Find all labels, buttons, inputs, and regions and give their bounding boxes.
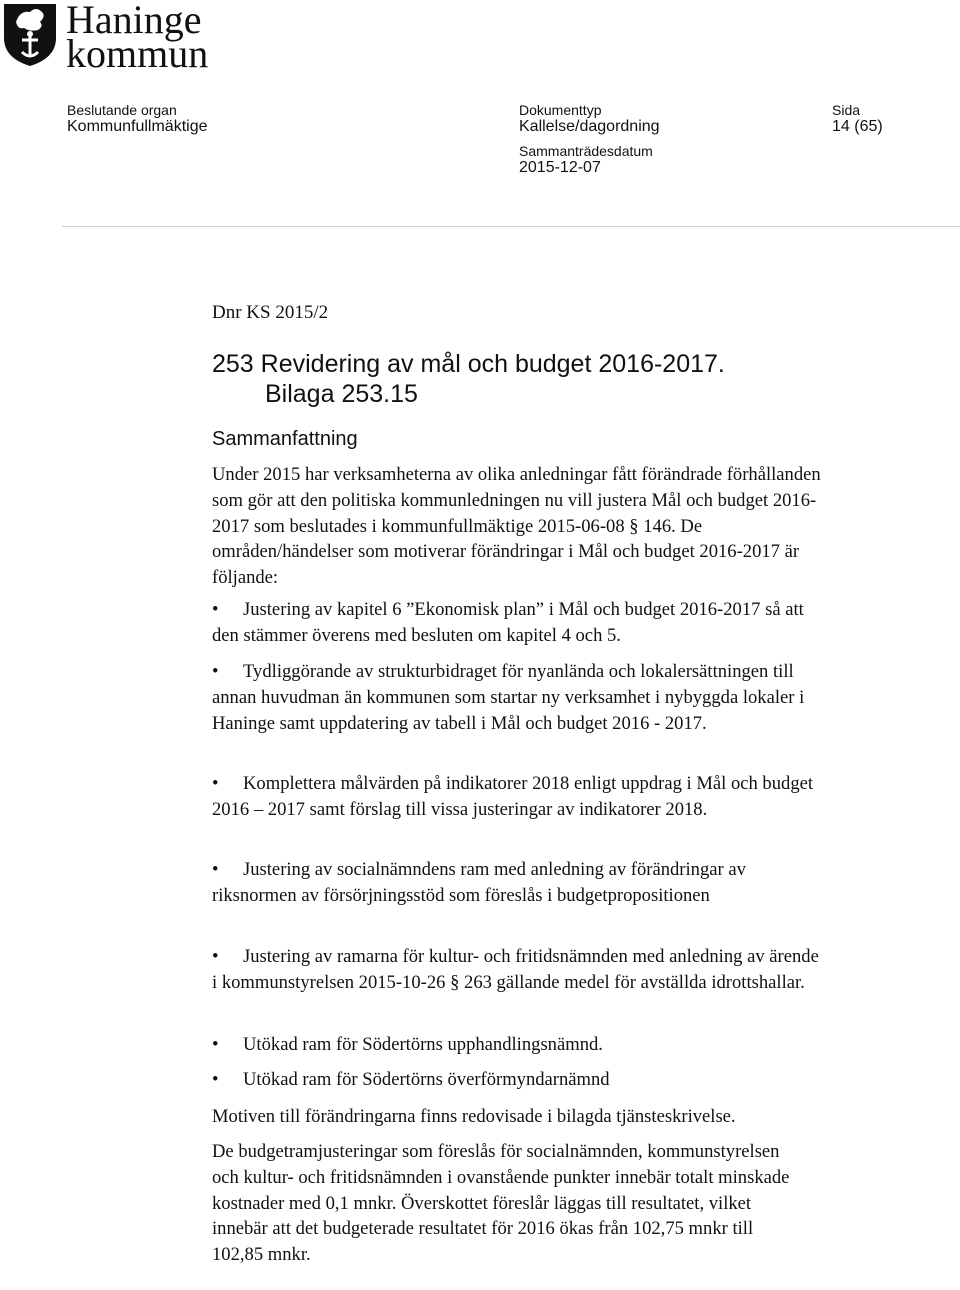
list-item: • Justering av socialnämndens ram med anledning av förändringar av riksnormen av försörjningsstöd som föreslås i budgetpropositionen [212,859,746,906]
list-item: • Tydliggörande av strukturbidraget för nyanlända och lokalersättningen till annan huvudman än kommunen som startar ny verksamhet i nybyggda lokaler i Haninge samt uppdatering av tabell i Mål och budget 2016 - 2017. [212,661,805,734]
bullet-icon: • [212,1034,219,1055]
page-title [212,349,832,409]
doc-type-label: Dokumenttyp [519,102,602,118]
decision-body-label: Beslutande organ [67,102,177,118]
doc-type-value: Kallelse/dagordning [519,118,660,135]
bullet-icon: • [212,661,219,682]
bullet-icon: • [212,859,219,880]
motives-paragraph: Motiven till förändringarna finns redovisade i bilagda tjänsteskrivelse. [212,1106,736,1127]
list-item: • Justering av ramarna för kultur- och fritidsnämnden med anledning av ärende i kommunstyrelsen 2015-10-26 § 263 gällande medel för avställda idrottshallar. [212,946,819,993]
list-item: • Komplettera målvärden på indikatorer 2018 enligt uppdrag i Mål och budget 2016 – 2017 samt förslag till vissa justeringar av indikatorer 2018. [212,773,814,820]
meeting-date-label: Sammanträdesdatum [519,143,653,159]
list-item: • Justering av kapitel 6 ”Ekonomisk plan” i Mål och budget 2016-2017 så att den stämmer överens med besluten om kapitel 4 och 5. [212,599,804,646]
decision-body-value: Kommunfullmäktige [67,118,208,135]
bullet-icon: • [212,946,219,967]
header-divider [62,226,960,227]
case-number: Dnr KS 2015/2 [212,302,329,323]
municipality-logo [0,0,230,76]
brand-name-line2: kommun [66,31,209,76]
bullet-icon: • [212,773,219,794]
summary-heading: Sammanfattning [212,428,358,450]
coat-of-arms-icon [0,0,60,68]
page-label: Sida [832,102,861,118]
list-item: • Utökad ram för Södertörns överförmyndarnämnd [212,1067,822,1093]
title-line2: Bilaga 253.15 [265,380,418,408]
bullet-icon: • [212,1069,219,1090]
closing-paragraph: De budgetramjusteringar som föreslås för socialnämnden, kommunstyrelsen och kultur- och fritidsnämnden i ovanstående punkter innebär totalt minskade kostnader med 0,1 mnkr. Överskottet föreslår läggas till resultatet, vilket innebär att det budgeterade resultatet för 2016 ökas från 102,75 mnkr till 102,85 mnkr. [212,1141,790,1266]
list-item: • Utökad ram för Södertörns upphandlingsnämnd. [212,1032,822,1058]
meeting-date-value: 2015-12-07 [519,159,601,176]
page-number: 14 (65) [832,118,883,135]
intro-paragraph: Under 2015 har verksamheterna av olika anledningar fått förändrade förhållanden som gör att den politiska kommunledningen nu vill justera Mål och budget 2016-2017 som beslutades i kommunfullmäktige 2015-06-08 § 146. De områden/händelser som motiverar förändringar i Mål och budget 2016-2017 är följande: [212,464,821,589]
brand-name-line1: Haninge [66,0,202,42]
bullet-icon: • [212,599,219,620]
title-line1: 253 Revidering av mål och budget 2016-2017. [212,350,725,378]
